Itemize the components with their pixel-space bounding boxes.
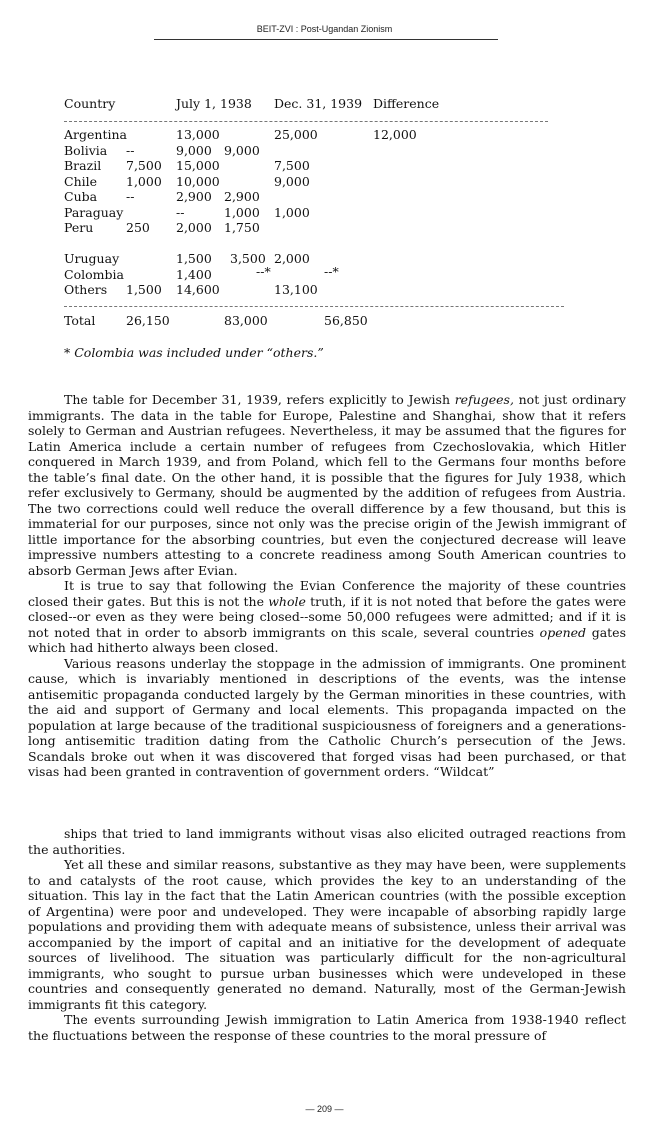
text-run: It is true to say that following the Evian Conference the majority of these countries closed their gates. But this is not the [28, 578, 626, 609]
table-cell: 7,500 [126, 158, 162, 173]
text-run: gates which had hitherto always been closed. [28, 624, 626, 655]
total-difference: 56,850 [324, 313, 368, 328]
table-cell: 9,000 [176, 143, 212, 158]
table-cell: --* [324, 264, 339, 279]
paragraph [28, 392, 626, 578]
total-dec-1939: 83,000 [224, 313, 268, 328]
table-footnote: * Colombia was included under “others.” [64, 345, 324, 360]
table-cell: 3,500 [230, 251, 266, 266]
table-cell: 1,500 [176, 251, 212, 266]
table-cell: Paraguay [64, 205, 124, 220]
col-header-difference: Difference [373, 96, 440, 111]
table-cell: 250 [126, 220, 150, 235]
table-cell: 2,900 [224, 189, 260, 204]
text-run: The table for December 31, 1939, refers explicitly to Jewish [64, 392, 455, 407]
col-header-dec-1939: Dec. 31, 1939 [274, 96, 363, 111]
table-cell: Chile [64, 174, 98, 189]
table-cell: 7,500 [274, 158, 310, 173]
table-cell: 1,000 [274, 205, 310, 220]
paragraph [28, 578, 626, 656]
table-cell: -- [126, 143, 135, 158]
table-cell: -- [176, 205, 185, 220]
table-cell: -- [126, 189, 135, 204]
paragraph: ships that tried to land immigrants without visas also elicited outraged reactions from the authorities. [28, 826, 626, 857]
table-cell: 2,000 [274, 251, 310, 266]
table-cell: 1,750 [224, 220, 260, 235]
table-cell: 25,000 [274, 127, 318, 142]
table-cell: 2,900 [176, 189, 212, 204]
table-cell: Argentina [64, 127, 127, 142]
table-cell: 15,000 [176, 158, 220, 173]
table-cell: Bolivia [64, 143, 108, 158]
table-cell: 13,100 [274, 282, 318, 297]
page-number: — 209 — [305, 1104, 344, 1114]
table-cell: 13,000 [176, 127, 220, 142]
table-cell: 1,500 [126, 282, 162, 297]
table-cell: 9,000 [224, 143, 260, 158]
paragraph: Yet all these and similar reasons, substantive as they may have been, were supplements to and catalysts of the root cause, which provides the key to an understanding of the situation. This lay in the fact that the Latin American countries (with the possible exception of Argentina) were poor and undeveloped. They were incapable of absorbing rapidly large populations and providing them with adequate means of subsistence, unless their arrival was accompanied by the import of capital and an initiative for the development of adequate sources of livelihood. The situation was particularly difficult for the non-agricultural immigrants, who sought to pursue urban businesses which were undeveloped in these countries and consequently generated no demand. Naturally, most of the German-Jewish immigrants fit this category. [28, 857, 626, 1012]
total-label: Total [64, 313, 96, 328]
table-cell: 10,000 [176, 174, 220, 189]
table-top-rule [64, 121, 548, 122]
emphasis: whole [268, 593, 306, 609]
table-cell: Peru [64, 220, 94, 235]
table-cell: 1,000 [224, 205, 260, 220]
emphasis: opened [539, 624, 587, 640]
table-cell: Uruguay [64, 251, 120, 266]
paragraph: Various reasons underlay the stoppage in the admission of immigrants. One prominent cause, which is invariably mentioned in descriptions of the events, was the intense antisemitic propaganda conducted largely by the German minorities in these countries, with the aid and support of Germany and local elements. This propaganda impacted on the population at large because of the traditional suspiciousness of foreigners and a generations-long antisemitic tradition dating from the Catholic Church’s persecution of the Jews. Scandals broke out when it was discovered that forged visas had been purchased, or that visas had been granted in contravention of government orders. “Wildcat” [28, 655, 626, 779]
body-text-top [28, 392, 626, 780]
body-text-bottom [28, 826, 626, 1043]
table-cell: 1,400 [176, 267, 212, 282]
table-cell: Colombia [64, 267, 124, 282]
text-run: not just ordinary immigrants. The data in the table for Europe, Palestine and Shanghai, show that it refers solely to German and Austrian refugees. Nevertheless, it may be assumed that the figures for Latin America include a certain number of refugees from Czechoslovakia, which Hitler conquered in March 1939, and from Poland, which fell to the Germans four months before the table’s final date. On the other hand, it is possible that the figures for July 1938, which refer exclusively to Germany, should be augmented by the addition of refugees from Austria. The two corrections could well reduce the overall difference by a few thousand, but this is immaterial for our purposes, since not only was the precise origin of the Jewish immigrant of little importance for the absorbing countries, but even the conjectured decrease will leave impressive numbers attesting to a concrete readiness among South American countries to absorb German Jews after Evian. [28, 392, 626, 578]
col-header-country: Country [64, 96, 116, 111]
text-run: truth, if it is not noted that before the gates were closed--or even as they were being closed--some 50,000 refugees were admitted; and if it is not noted that in order to absorb immigrants on this scale, several countries [28, 593, 627, 640]
table-cell: 9,000 [274, 174, 310, 189]
paragraph: The events surrounding Jewish immigration to Latin America from 1938-1940 reflect the fluctuations between the response of these countries to the moral pressure of [28, 1012, 626, 1043]
total-july-1938: 26,150 [126, 313, 170, 328]
table-cell: 12,000 [373, 127, 417, 142]
table-cell: 2,000 [176, 220, 212, 235]
table-bottom-rule [64, 306, 564, 307]
running-header: BEIT-ZVI : Post-Ugandan Zionism [256, 24, 393, 34]
table-cell: Cuba [64, 189, 98, 204]
table-cell: Others [64, 282, 108, 297]
emphasis: refugees, [454, 392, 514, 407]
table-cell: Brazil [64, 158, 102, 173]
table-cell: 14,600 [176, 282, 220, 297]
col-header-july-1938: July 1, 1938 [176, 96, 252, 111]
table-cell: 1,000 [126, 174, 162, 189]
table-cell: --* [256, 264, 271, 279]
header-rule [154, 39, 498, 40]
